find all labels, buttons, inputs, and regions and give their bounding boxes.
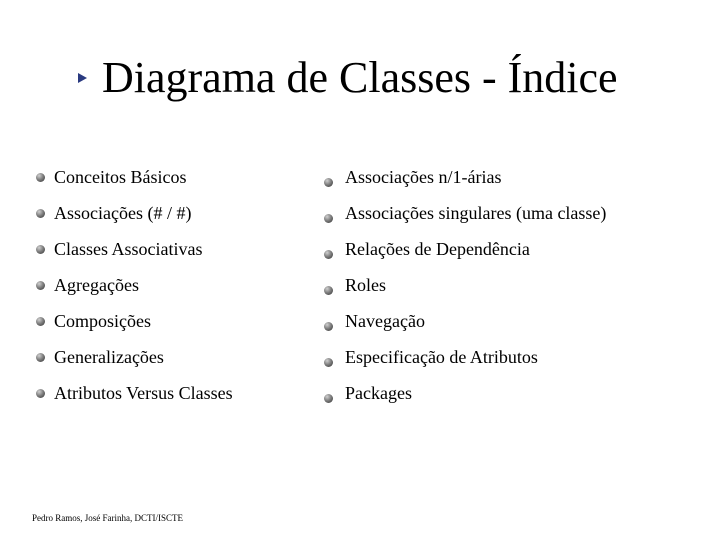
- sphere-bullet-icon: [324, 250, 333, 259]
- list-item-label: Roles: [345, 275, 387, 295]
- sphere-bullet-icon: [324, 358, 333, 367]
- slide-title: Diagrama de Classes - Índice: [102, 53, 618, 102]
- sphere-bullet-icon: [36, 353, 45, 362]
- slide-title-row: [0, 50, 720, 110]
- sphere-bullet-icon: [36, 389, 45, 398]
- list-item-label: Associações singulares (uma classe): [345, 203, 607, 223]
- list-item-label: Classes Associativas: [54, 239, 203, 259]
- sphere-bullet-icon: [36, 245, 45, 254]
- list-item-label: Especificação de Atributos: [345, 347, 538, 367]
- sphere-bullet-icon: [324, 322, 333, 331]
- sphere-bullet-icon: [36, 317, 45, 326]
- list-item-label: Atributos Versus Classes: [54, 383, 233, 403]
- list-item-label: Agregações: [54, 275, 139, 295]
- sphere-bullet-icon: [324, 214, 333, 223]
- list-item-label: Relações de Dependência: [345, 239, 530, 259]
- list-item-label: Associações (# / #): [54, 203, 192, 223]
- slide-footer: Pedro Ramos, José Farinha, DCTI/ISCTE: [32, 513, 183, 523]
- list-item-label: Composições: [54, 311, 151, 331]
- sphere-bullet-icon: [324, 394, 333, 403]
- triangle-right-icon: [78, 73, 87, 83]
- sphere-bullet-icon: [36, 209, 45, 218]
- sphere-bullet-icon: [36, 173, 45, 182]
- sphere-bullet-icon: [324, 178, 333, 187]
- list-item-label: Conceitos Básicos: [54, 167, 187, 187]
- list-item-label: Generalizações: [54, 347, 164, 367]
- list-item-label: Packages: [345, 383, 412, 403]
- list-item-label: Navegação: [345, 311, 425, 331]
- sphere-bullet-icon: [36, 281, 45, 290]
- sphere-bullet-icon: [324, 286, 333, 295]
- list-item-label: Associações n/1-árias: [345, 167, 502, 187]
